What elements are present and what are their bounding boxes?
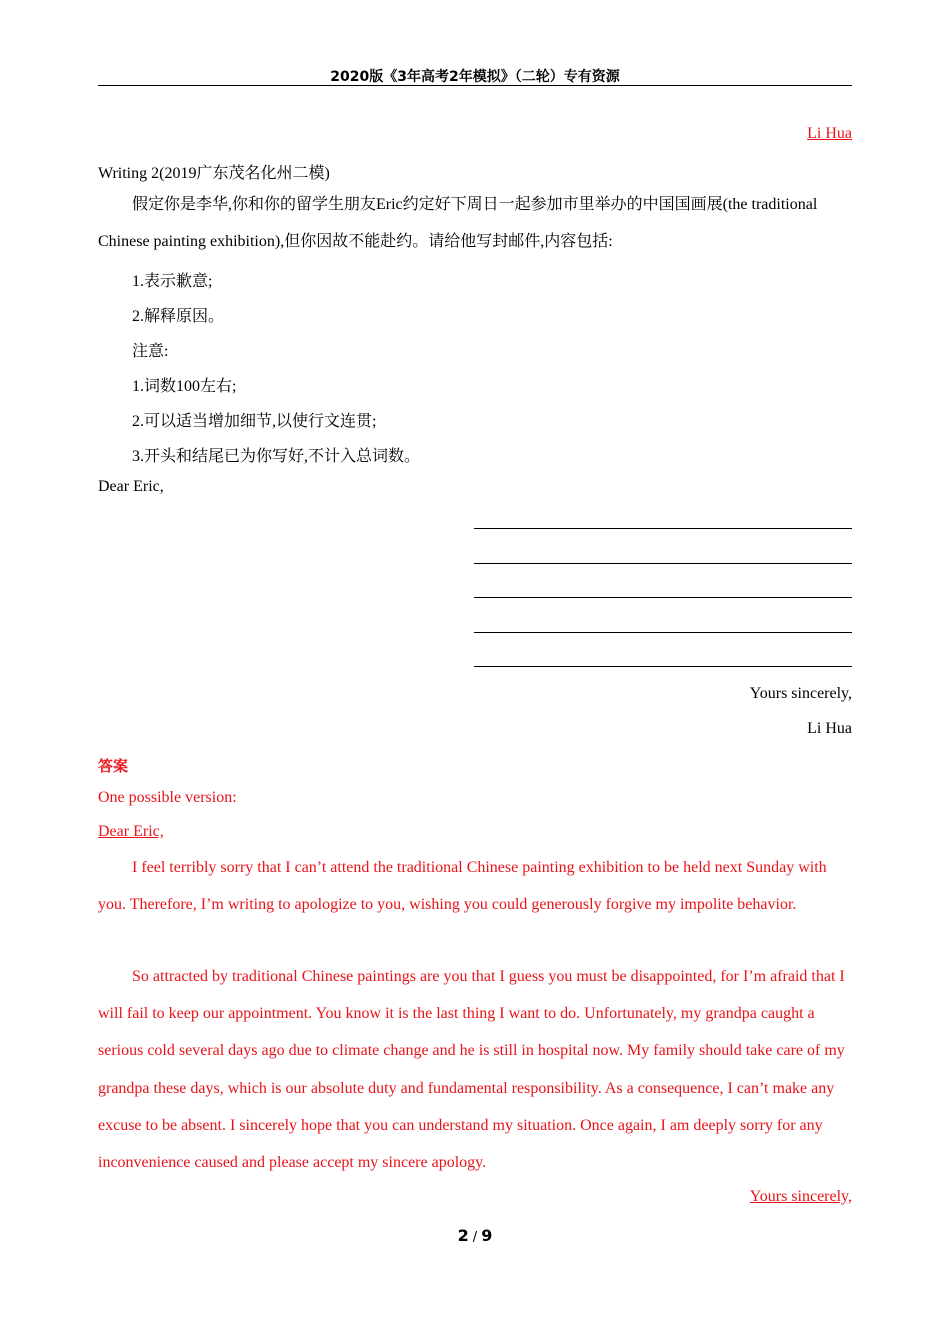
letter-closing: Yours sincerely, (749, 685, 852, 702)
page-number (0, 1226, 950, 1245)
answer-greeting: Dear Eric, (98, 823, 164, 840)
header-rule (98, 85, 852, 86)
writing-prompt: 假定你是李华,你和你的留学生朋友Eric约定好下周日一起参加市里举办的中国国画展(the traditional Chinese painting exhibition),但你因故不能赴约。请给他写封邮件,内容包括: (98, 196, 818, 251)
notes-label: 注意: (132, 343, 169, 360)
note-item-3: 3.开头和结尾已为你写好,不计入总词数。 (132, 448, 421, 465)
answer-label: 答案 (98, 757, 129, 775)
answer-closing: Yours sincerely, (749, 1188, 852, 1205)
total-pages: 9 (481, 1226, 493, 1245)
current-page: 2 (457, 1226, 469, 1245)
note-item-2: 2.可以适当增加细节,以使行文连贯; (132, 413, 377, 430)
answer-paragraph-1: I feel terribly sorry that I can’t attend the traditional Chinese painting exhibition to be held next Sunday with you. Therefore, I’m writing to apologize to you, wishing you could generously forgive my impolite behavior. (98, 859, 827, 914)
letter-greeting: Dear Eric, (98, 478, 164, 495)
requirement-item-2: 2.解释原因。 (132, 308, 225, 325)
answer-blank-line (474, 563, 852, 564)
answer-blank-line (474, 632, 852, 633)
letter-signature: Li Hua (807, 720, 852, 737)
answer-blank-line (474, 666, 852, 667)
page-header: 2020版《3年高考2年模拟》（二轮）专有资源 (330, 69, 620, 85)
page-separator: / (472, 1230, 478, 1245)
note-item-1: 1.词数100左右; (132, 378, 237, 395)
answer-blank-line (474, 597, 852, 598)
answer-blank-line (474, 528, 852, 529)
requirement-item-1: 1.表示歉意; (132, 273, 213, 290)
answer-paragraph-2: So attracted by traditional Chinese paintings are you that I guess you must be disappointed, for I’m afraid that I will fail to keep our appointment. You know it is the last thing I want to do. Unfortunately, my grandpa caught a serious cold several days ago due to climate change and he is still in hospital now. My family should take care of my grandpa these days, which is our absolute duty and fundamental responsibility. As a consequence, I can’t make any excuse to be absent. I sincerely hope that you can understand my situation. Once again, I am deeply sorry for any inconvenience caused and please accept my sincere apology. (98, 968, 845, 1172)
answer-intro: One possible version: (98, 789, 237, 806)
writing-heading: Writing 2(2019广东茂名化州二模) (98, 165, 330, 182)
previous-signature: Li Hua (807, 125, 852, 142)
